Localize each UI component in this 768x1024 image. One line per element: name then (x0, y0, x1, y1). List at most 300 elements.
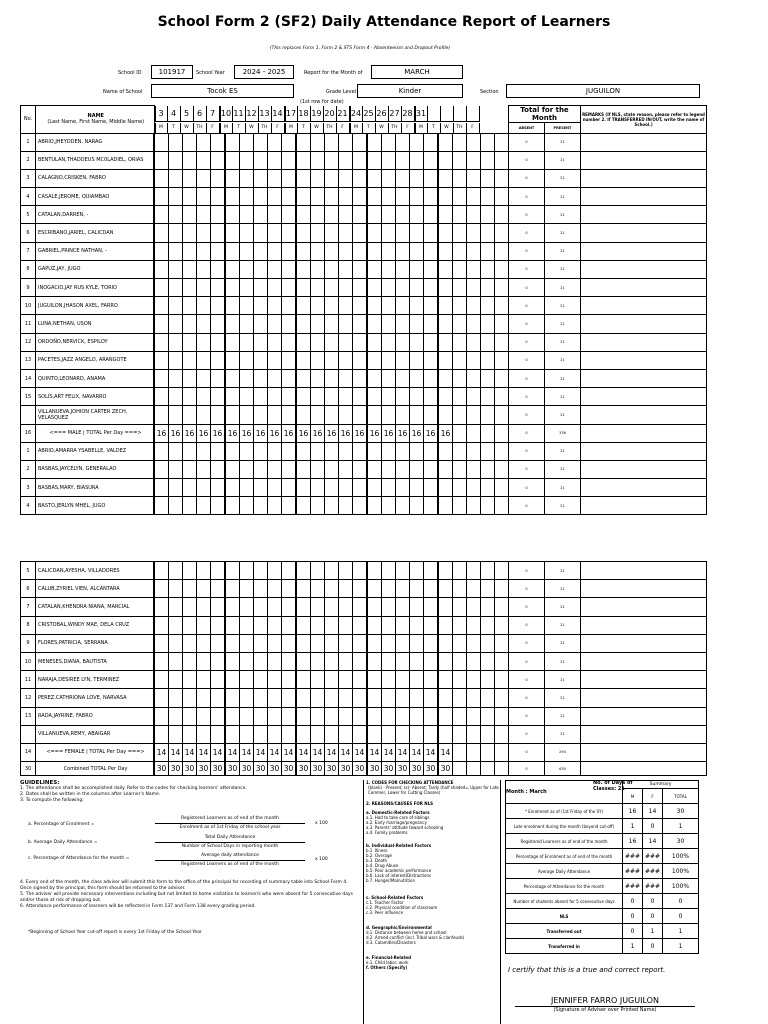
attendance-cell[interactable] (424, 671, 439, 689)
attendance-cell[interactable] (169, 188, 183, 206)
attendance-cell[interactable] (438, 260, 453, 278)
attendance-cell[interactable] (467, 224, 481, 242)
attendance-cell[interactable] (467, 279, 481, 297)
remarks-cell[interactable] (581, 242, 707, 260)
attendance-cell[interactable] (396, 279, 410, 297)
attendance-cell[interactable] (438, 406, 453, 424)
attendance-cell[interactable] (197, 206, 211, 224)
attendance-cell[interactable] (453, 460, 467, 478)
attendance-cell[interactable] (325, 406, 339, 424)
attendance-cell[interactable] (183, 460, 197, 478)
attendance-cell[interactable] (225, 351, 240, 369)
attendance-cell[interactable] (453, 725, 467, 743)
attendance-cell[interactable] (254, 707, 268, 725)
attendance-cell[interactable] (296, 616, 311, 634)
attendance-cell[interactable] (467, 707, 481, 725)
attendance-cell[interactable] (353, 634, 368, 652)
attendance-cell[interactable] (353, 406, 368, 424)
attendance-cell[interactable] (396, 689, 410, 707)
remarks-cell[interactable] (581, 689, 707, 707)
attendance-cell[interactable] (268, 242, 282, 260)
attendance-cell[interactable] (339, 279, 353, 297)
attendance-cell[interactable] (424, 598, 439, 616)
attendance-cell[interactable] (495, 406, 509, 424)
attendance-cell[interactable] (382, 133, 396, 151)
attendance-cell[interactable] (254, 580, 268, 598)
attendance-cell[interactable] (481, 297, 495, 315)
attendance-cell[interactable] (169, 442, 183, 460)
attendance-cell[interactable] (225, 725, 240, 743)
attendance-cell[interactable] (339, 242, 353, 260)
attendance-cell[interactable] (197, 671, 211, 689)
attendance-cell[interactable] (353, 707, 368, 725)
attendance-cell[interactable] (311, 406, 325, 424)
attendance-cell[interactable] (467, 460, 481, 478)
attendance-cell[interactable] (353, 460, 368, 478)
attendance-cell[interactable] (183, 169, 197, 187)
attendance-cell[interactable] (154, 671, 169, 689)
attendance-cell[interactable] (325, 133, 339, 151)
attendance-cell[interactable] (282, 406, 297, 424)
attendance-cell[interactable] (453, 671, 467, 689)
attendance-cell[interactable] (183, 479, 197, 497)
attendance-cell[interactable] (353, 442, 368, 460)
remarks-cell[interactable] (581, 406, 707, 424)
attendance-cell[interactable] (396, 598, 410, 616)
attendance-cell[interactable] (154, 725, 169, 743)
attendance-cell[interactable] (495, 725, 509, 743)
attendance-cell[interactable] (169, 580, 183, 598)
attendance-cell[interactable] (225, 652, 240, 670)
attendance-cell[interactable] (296, 580, 311, 598)
attendance-cell[interactable] (481, 598, 495, 616)
attendance-cell[interactable] (396, 315, 410, 333)
attendance-cell[interactable] (282, 707, 297, 725)
attendance-cell[interactable] (268, 406, 282, 424)
remarks-cell[interactable] (581, 762, 707, 776)
attendance-cell[interactable] (268, 279, 282, 297)
attendance-cell[interactable] (495, 279, 509, 297)
attendance-cell[interactable] (367, 634, 382, 652)
attendance-cell[interactable] (282, 497, 297, 515)
attendance-cell[interactable] (154, 133, 169, 151)
attendance-cell[interactable] (240, 479, 254, 497)
attendance-cell[interactable] (353, 297, 368, 315)
attendance-cell[interactable] (268, 315, 282, 333)
attendance-cell[interactable] (481, 562, 495, 580)
attendance-cell[interactable] (467, 188, 481, 206)
attendance-cell[interactable] (467, 315, 481, 333)
attendance-cell[interactable] (240, 634, 254, 652)
attendance-cell[interactable] (410, 188, 424, 206)
attendance-cell[interactable] (325, 634, 339, 652)
attendance-cell[interactable] (154, 689, 169, 707)
attendance-cell[interactable] (311, 707, 325, 725)
attendance-cell[interactable] (495, 260, 509, 278)
attendance-cell[interactable] (282, 224, 297, 242)
attendance-cell[interactable] (382, 351, 396, 369)
attendance-cell[interactable] (268, 460, 282, 478)
attendance-cell[interactable] (268, 725, 282, 743)
attendance-cell[interactable] (254, 598, 268, 616)
attendance-cell[interactable] (282, 598, 297, 616)
attendance-cell[interactable] (495, 151, 509, 169)
attendance-cell[interactable] (438, 224, 453, 242)
attendance-cell[interactable] (183, 497, 197, 515)
attendance-cell[interactable] (438, 497, 453, 515)
attendance-cell[interactable] (154, 388, 169, 406)
attendance-cell[interactable] (311, 442, 325, 460)
attendance-cell[interactable] (410, 406, 424, 424)
attendance-cell[interactable] (183, 406, 197, 424)
attendance-cell[interactable] (240, 151, 254, 169)
attendance-cell[interactable] (183, 707, 197, 725)
attendance-cell[interactable] (254, 562, 268, 580)
attendance-cell[interactable] (268, 224, 282, 242)
attendance-cell[interactable] (169, 224, 183, 242)
attendance-cell[interactable] (481, 388, 495, 406)
attendance-cell[interactable] (453, 151, 467, 169)
attendance-cell[interactable] (495, 242, 509, 260)
attendance-cell[interactable] (197, 634, 211, 652)
attendance-cell[interactable] (183, 242, 197, 260)
attendance-cell[interactable] (453, 333, 467, 351)
attendance-cell[interactable] (325, 315, 339, 333)
attendance-cell[interactable] (240, 562, 254, 580)
attendance-cell[interactable] (296, 206, 311, 224)
remarks-cell[interactable] (581, 743, 707, 761)
attendance-cell[interactable] (296, 388, 311, 406)
attendance-cell[interactable] (453, 562, 467, 580)
attendance-cell[interactable] (353, 598, 368, 616)
attendance-cell[interactable] (438, 671, 453, 689)
attendance-cell[interactable] (296, 479, 311, 497)
attendance-cell[interactable] (367, 224, 382, 242)
attendance-cell[interactable] (268, 616, 282, 634)
attendance-cell[interactable] (225, 497, 240, 515)
attendance-cell[interactable] (382, 652, 396, 670)
attendance-cell[interactable] (353, 351, 368, 369)
attendance-cell[interactable] (325, 351, 339, 369)
attendance-cell[interactable] (382, 315, 396, 333)
attendance-cell[interactable] (183, 580, 197, 598)
attendance-cell[interactable] (339, 406, 353, 424)
attendance-cell[interactable] (197, 169, 211, 187)
attendance-cell[interactable] (481, 580, 495, 598)
attendance-cell[interactable] (424, 224, 439, 242)
attendance-cell[interactable] (453, 689, 467, 707)
attendance-cell[interactable] (495, 315, 509, 333)
attendance-cell[interactable] (183, 689, 197, 707)
attendance-cell[interactable] (154, 206, 169, 224)
attendance-cell[interactable] (367, 442, 382, 460)
attendance-cell[interactable] (339, 297, 353, 315)
attendance-cell[interactable] (353, 224, 368, 242)
attendance-cell[interactable] (311, 242, 325, 260)
attendance-cell[interactable] (382, 406, 396, 424)
attendance-cell[interactable] (240, 616, 254, 634)
attendance-cell[interactable] (225, 388, 240, 406)
attendance-cell[interactable] (339, 634, 353, 652)
attendance-cell[interactable] (467, 388, 481, 406)
remarks-cell[interactable] (581, 460, 707, 478)
attendance-cell[interactable] (225, 406, 240, 424)
attendance-cell[interactable] (211, 388, 226, 406)
attendance-cell[interactable] (339, 151, 353, 169)
attendance-cell[interactable] (495, 369, 509, 387)
attendance-cell[interactable] (296, 351, 311, 369)
attendance-cell[interactable] (169, 598, 183, 616)
attendance-cell[interactable] (325, 562, 339, 580)
attendance-cell[interactable] (268, 297, 282, 315)
attendance-cell[interactable] (225, 598, 240, 616)
attendance-cell[interactable] (424, 260, 439, 278)
attendance-cell[interactable] (296, 460, 311, 478)
attendance-cell[interactable] (296, 224, 311, 242)
attendance-cell[interactable] (495, 460, 509, 478)
attendance-cell[interactable] (367, 388, 382, 406)
attendance-cell[interactable] (282, 206, 297, 224)
attendance-cell[interactable] (396, 479, 410, 497)
attendance-cell[interactable] (367, 616, 382, 634)
attendance-cell[interactable] (296, 707, 311, 725)
attendance-cell[interactable] (481, 315, 495, 333)
attendance-cell[interactable] (382, 279, 396, 297)
attendance-cell[interactable] (211, 634, 226, 652)
attendance-cell[interactable] (396, 333, 410, 351)
attendance-cell[interactable] (424, 315, 439, 333)
attendance-cell[interactable] (282, 151, 297, 169)
attendance-cell[interactable] (268, 333, 282, 351)
attendance-cell[interactable] (396, 562, 410, 580)
attendance-cell[interactable] (311, 188, 325, 206)
attendance-cell[interactable] (396, 369, 410, 387)
attendance-cell[interactable] (396, 634, 410, 652)
attendance-cell[interactable] (353, 133, 368, 151)
attendance-cell[interactable] (311, 333, 325, 351)
attendance-cell[interactable] (467, 671, 481, 689)
attendance-cell[interactable] (225, 616, 240, 634)
attendance-cell[interactable] (254, 460, 268, 478)
attendance-cell[interactable] (410, 260, 424, 278)
attendance-cell[interactable] (453, 242, 467, 260)
attendance-cell[interactable] (169, 479, 183, 497)
attendance-cell[interactable] (481, 406, 495, 424)
attendance-cell[interactable] (339, 169, 353, 187)
attendance-cell[interactable] (438, 297, 453, 315)
attendance-cell[interactable] (296, 598, 311, 616)
attendance-cell[interactable] (197, 279, 211, 297)
attendance-cell[interactable] (424, 151, 439, 169)
attendance-cell[interactable] (396, 580, 410, 598)
attendance-cell[interactable] (254, 315, 268, 333)
attendance-cell[interactable] (396, 460, 410, 478)
attendance-cell[interactable] (353, 279, 368, 297)
attendance-cell[interactable] (467, 242, 481, 260)
attendance-cell[interactable] (382, 369, 396, 387)
attendance-cell[interactable] (424, 169, 439, 187)
attendance-cell[interactable] (396, 497, 410, 515)
attendance-cell[interactable] (438, 634, 453, 652)
attendance-cell[interactable] (495, 652, 509, 670)
attendance-cell[interactable] (240, 169, 254, 187)
attendance-cell[interactable] (169, 206, 183, 224)
attendance-cell[interactable] (169, 616, 183, 634)
attendance-cell[interactable] (296, 133, 311, 151)
attendance-cell[interactable] (254, 671, 268, 689)
attendance-cell[interactable] (169, 689, 183, 707)
school-name-field[interactable]: Tocok ES (151, 84, 294, 98)
attendance-cell[interactable] (467, 406, 481, 424)
attendance-cell[interactable] (481, 497, 495, 515)
attendance-cell[interactable] (311, 133, 325, 151)
attendance-cell[interactable] (282, 351, 297, 369)
attendance-cell[interactable] (240, 652, 254, 670)
attendance-cell[interactable] (382, 479, 396, 497)
attendance-cell[interactable] (396, 351, 410, 369)
attendance-cell[interactable] (169, 151, 183, 169)
attendance-cell[interactable] (154, 188, 169, 206)
attendance-cell[interactable] (495, 333, 509, 351)
attendance-cell[interactable] (197, 442, 211, 460)
attendance-cell[interactable] (268, 442, 282, 460)
attendance-cell[interactable] (495, 707, 509, 725)
attendance-cell[interactable] (453, 479, 467, 497)
attendance-cell[interactable] (240, 224, 254, 242)
attendance-cell[interactable] (197, 479, 211, 497)
attendance-cell[interactable] (325, 652, 339, 670)
attendance-cell[interactable] (424, 388, 439, 406)
attendance-cell[interactable] (254, 333, 268, 351)
attendance-cell[interactable] (382, 598, 396, 616)
attendance-cell[interactable] (183, 725, 197, 743)
attendance-cell[interactable] (282, 188, 297, 206)
attendance-cell[interactable] (424, 351, 439, 369)
attendance-cell[interactable] (367, 333, 382, 351)
attendance-cell[interactable] (353, 169, 368, 187)
attendance-cell[interactable] (495, 598, 509, 616)
attendance-cell[interactable] (240, 206, 254, 224)
attendance-cell[interactable] (495, 169, 509, 187)
attendance-cell[interactable] (410, 580, 424, 598)
attendance-cell[interactable] (353, 497, 368, 515)
attendance-cell[interactable] (424, 707, 439, 725)
attendance-cell[interactable] (254, 388, 268, 406)
attendance-cell[interactable] (481, 151, 495, 169)
attendance-cell[interactable] (410, 460, 424, 478)
attendance-cell[interactable] (410, 369, 424, 387)
attendance-cell[interactable] (353, 479, 368, 497)
attendance-cell[interactable] (396, 169, 410, 187)
attendance-cell[interactable] (254, 151, 268, 169)
attendance-cell[interactable] (282, 479, 297, 497)
attendance-cell[interactable] (467, 442, 481, 460)
remarks-cell[interactable] (581, 188, 707, 206)
attendance-cell[interactable] (282, 279, 297, 297)
attendance-cell[interactable] (382, 224, 396, 242)
attendance-cell[interactable] (453, 224, 467, 242)
attendance-cell[interactable] (254, 242, 268, 260)
attendance-cell[interactable] (495, 689, 509, 707)
attendance-cell[interactable] (438, 133, 453, 151)
attendance-cell[interactable] (240, 133, 254, 151)
attendance-cell[interactable] (424, 297, 439, 315)
attendance-cell[interactable] (268, 169, 282, 187)
attendance-cell[interactable] (424, 133, 439, 151)
remarks-cell[interactable] (581, 169, 707, 187)
attendance-cell[interactable] (410, 634, 424, 652)
remarks-cell[interactable] (581, 206, 707, 224)
attendance-cell[interactable] (254, 351, 268, 369)
attendance-cell[interactable] (325, 671, 339, 689)
attendance-cell[interactable] (240, 369, 254, 387)
attendance-cell[interactable] (367, 652, 382, 670)
attendance-cell[interactable] (353, 689, 368, 707)
attendance-cell[interactable] (367, 279, 382, 297)
attendance-cell[interactable] (481, 707, 495, 725)
attendance-cell[interactable] (254, 188, 268, 206)
attendance-cell[interactable] (197, 388, 211, 406)
attendance-cell[interactable] (410, 616, 424, 634)
attendance-cell[interactable] (353, 616, 368, 634)
attendance-cell[interactable] (225, 188, 240, 206)
attendance-cell[interactable] (367, 133, 382, 151)
attendance-cell[interactable] (382, 616, 396, 634)
school-year-field[interactable]: 2024 - 2025 (234, 65, 294, 79)
remarks-cell[interactable] (581, 652, 707, 670)
attendance-cell[interactable] (169, 297, 183, 315)
attendance-cell[interactable] (296, 497, 311, 515)
attendance-cell[interactable] (282, 689, 297, 707)
attendance-cell[interactable] (169, 671, 183, 689)
attendance-cell[interactable] (211, 297, 226, 315)
attendance-cell[interactable] (495, 442, 509, 460)
attendance-cell[interactable] (211, 562, 226, 580)
attendance-cell[interactable] (396, 260, 410, 278)
attendance-cell[interactable] (254, 725, 268, 743)
attendance-cell[interactable] (339, 133, 353, 151)
attendance-cell[interactable] (438, 460, 453, 478)
attendance-cell[interactable] (311, 562, 325, 580)
attendance-cell[interactable] (438, 188, 453, 206)
attendance-cell[interactable] (339, 497, 353, 515)
month-field[interactable]: MARCH (371, 65, 463, 79)
attendance-cell[interactable] (197, 369, 211, 387)
attendance-cell[interactable] (197, 725, 211, 743)
attendance-cell[interactable] (282, 369, 297, 387)
remarks-cell[interactable] (581, 479, 707, 497)
attendance-cell[interactable] (325, 707, 339, 725)
attendance-cell[interactable] (467, 151, 481, 169)
attendance-cell[interactable] (282, 634, 297, 652)
attendance-cell[interactable] (453, 260, 467, 278)
attendance-cell[interactable] (254, 260, 268, 278)
attendance-cell[interactable] (254, 133, 268, 151)
attendance-cell[interactable] (339, 315, 353, 333)
attendance-cell[interactable] (197, 689, 211, 707)
attendance-cell[interactable] (438, 169, 453, 187)
attendance-cell[interactable] (197, 406, 211, 424)
remarks-cell[interactable] (581, 580, 707, 598)
attendance-cell[interactable] (311, 497, 325, 515)
attendance-cell[interactable] (424, 442, 439, 460)
attendance-cell[interactable] (339, 224, 353, 242)
attendance-cell[interactable] (410, 169, 424, 187)
attendance-cell[interactable] (325, 598, 339, 616)
attendance-cell[interactable] (424, 206, 439, 224)
attendance-cell[interactable] (183, 351, 197, 369)
attendance-cell[interactable] (481, 279, 495, 297)
